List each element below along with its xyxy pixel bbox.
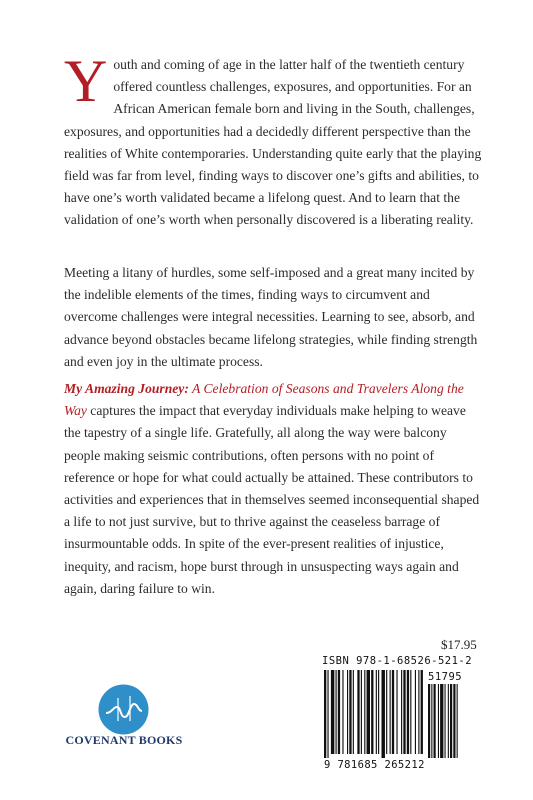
paragraph-summary-text: captures the impact that everyday individuals make helping to weave the tapestry of a single life. Gratefully, all along the way were balcony people making seismic contributions, often persons with no point of reference or hope for what could actually be attained. These contributors to activities and experiences that in themselves seemed inconsequential shaped a life to not just survive, but to thrive against the ceaseless barrage of insurmountable odds. In spite of the ever-present realities of injustice, inequity, and racism, hope burst through in unsuspecting ways again and again, daring failure to win. — [64, 403, 480, 596]
publisher-logo-icon — [96, 682, 151, 737]
book-title-main: My Amazing Journey: — [64, 381, 189, 396]
barcode-addon-number: 51795 — [428, 671, 463, 683]
isbn-label: ISBN 978-1-68526-521-2 — [322, 655, 473, 667]
paragraph-hurdles-text: Meeting a litany of hurdles, some self-imposed and a great many incited by the indelible elements of the times, finding ways to circumvent and overcome challenges were integral necessities. Learning to see, absorb, and advance beyond obstacles became lifelong strategies, while finding strength and even joy in the ultimate process. — [64, 265, 478, 369]
price-label: $17.95 — [441, 637, 477, 652]
paragraph-hurdles — [64, 262, 484, 373]
book-title-subtitle: A Celebration of Seasons and Travelers Along the Way — [64, 381, 464, 419]
ean-number: 9 781685 265212 — [324, 759, 425, 771]
paragraph-book-summary — [64, 378, 484, 600]
drop-cap: Y — [64, 48, 108, 114]
paragraph-intro — [64, 48, 484, 232]
barcode-bars — [322, 670, 472, 760]
isbn-barcode — [322, 655, 472, 770]
publisher-name: COVENANT BOOKS — [65, 733, 183, 747]
paragraph-intro-text: outh and coming of age in the latter half of the twentieth century offered countless challenges, exposures, and opportunities. For an African American female born and living in the South, challenges, exposures, and opportunities had a decidedly different perspective than the realities of White contemporaries. Understanding quite early that the playing field was far from level, finding ways to discover one’s gifts and abilities, to have one’s worth validated became a lifelong quest. And to learn that the validation of one’s worth when personally discovered is a liberating reality. — [64, 57, 482, 228]
